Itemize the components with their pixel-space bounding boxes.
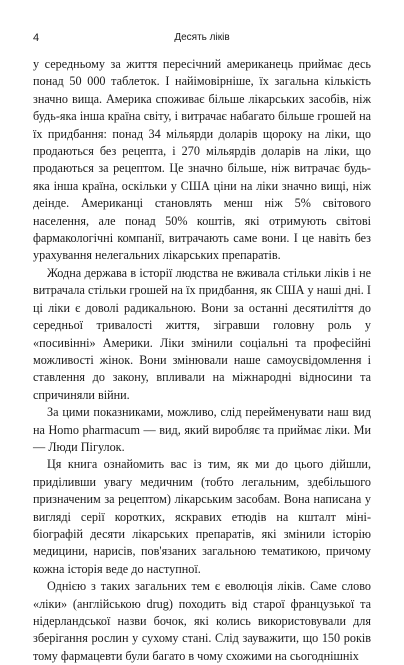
page-number: 4 xyxy=(33,32,40,44)
running-title: Десять ліків xyxy=(174,32,230,43)
page-header xyxy=(33,32,371,46)
paragraph: Жодна держава в історії людства не вживала стільки ліків і не витрачала стільки грошей на їх придбання, як США у наші дні. І ці ліки є доволі радикальною. Вони за останні десятиліття до середньої тривалості життя, зігравши головну роль у «посивінні» Америки. Ліки змінили соціальні та професійні можливості жінок. Вони змінювали наше самоусвідомлення і ставлення до закону, впливали на міжнародні відносини та спричиняли війни. xyxy=(33,265,371,402)
paragraph: За цими показниками, можливо, слід перейменувати наш вид на Homo pharmacum — вид, який виробляє та приймає ліки. Ми — Люди Пігулок. xyxy=(33,405,371,454)
paragraph: у середньому за життя пересічний американець приймає десь понад 50 000 таблеток. І найімовірніше, їх загальна кількість значно вища. Америка споживає більше лікарських засобів, ніж будь-яка інша країна світу, і витрачає набагато більше грошей на їх придбання: понад 34 мільярди доларів щороку на ліки, що продаються без рецепта, і 270 мільярдів доларів на ліки, що продаються за рецептом. Це значно більше, ніж витрачає будь-яка інша країна, оскільки у США ціни на ліки значно вищі, ніж деінде. Американці становлять менш ніж 5% світового населення, але понад 50% коштів, які отримують світові фармакологічні компанії, витрачають саме вони. І це навіть без урахування нелегальних лікарських препаратів. xyxy=(33,57,371,263)
paragraph: Однією з таких загальних тем є еволюція ліків. Саме слово «ліки» (англійською drug) походить від старої французької та нідерландської назви бочок, які колись використовували для зберігання рослин у сухому стані. Слід зауважити, що 150 років тому фармацевти були багато в чому схожими на сьогоднішніх xyxy=(33,579,371,663)
body-text xyxy=(33,56,371,665)
paragraph: Ця книга ознайомить вас із тим, як ми до цього дійшли, приділивши увагу медичним (тобто легальним, здебільшого призначеним за рецептом) лікарським засобам. Вона написана у вигляді серії коротких, яскравих етюдів на кшталт міні-біографій десяти лікарських препаратів, які змінили історію медицини, нарисів, пов'язаних загальною тематикою, причому кожна історія веде до наступної. xyxy=(33,457,371,576)
